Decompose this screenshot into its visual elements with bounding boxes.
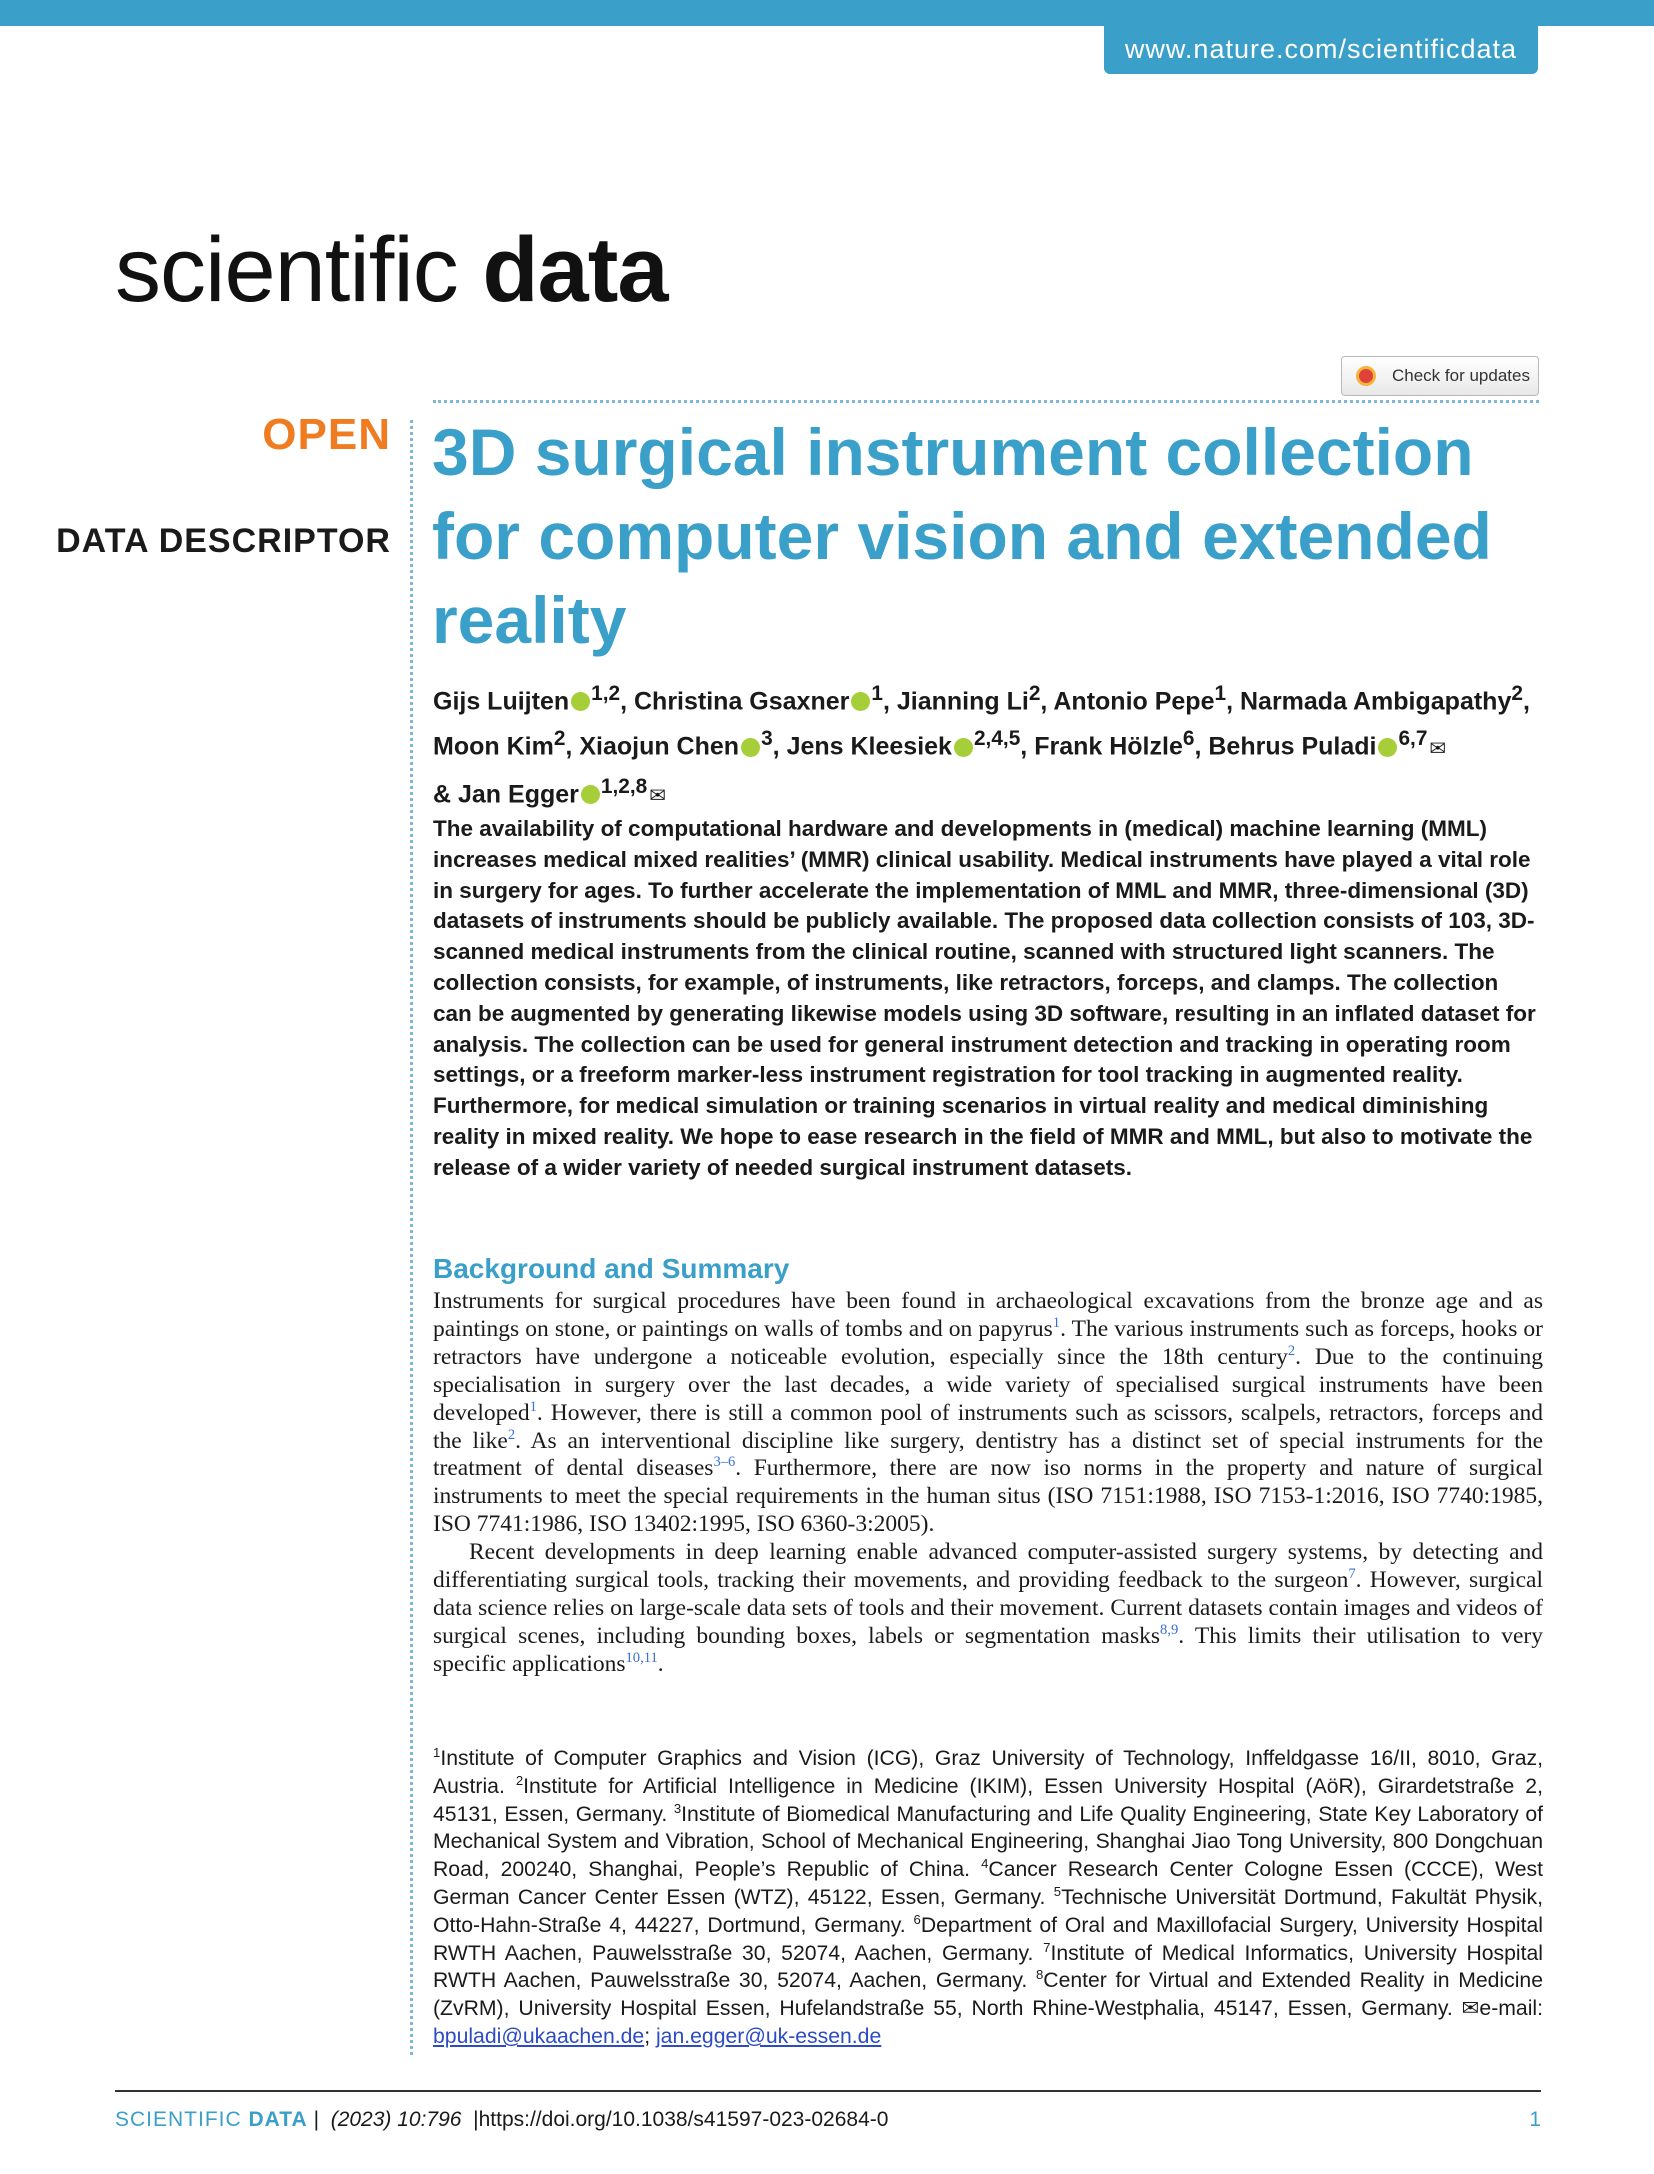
body-text-run: Instruments for surgical procedures have been found in archaeological excavations from the bronze age and as paintings on stone, or paintings on walls of tombs and on papyrus bbox=[433, 1288, 1543, 1342]
author-name: Behrus Puladi bbox=[1208, 732, 1377, 761]
footer-doi[interactable]: https://doi.org/10.1038/s41597-023-02684-0 bbox=[478, 2108, 889, 2131]
orcid-icon[interactable] bbox=[1378, 738, 1397, 757]
author-name: Moon Kim bbox=[433, 732, 554, 761]
author-separator: , bbox=[772, 732, 787, 761]
footer-citation: (2023) 10:796 bbox=[330, 2108, 462, 2131]
affiliation-text: Cancer Research Center Cologne Essen (CCCE), West German Cancer Center Essen (WTZ), 45122, Essen, Germany. bbox=[433, 1858, 1543, 1909]
header-dotted-rule bbox=[433, 400, 1539, 403]
abstract: The availability of computational hardware and developments in (medical) machine learning (MML) increases medical mixed realities’ (MMR) clinical usability. Medical instruments have played a vital role in surgery for ages. To further accelerate the implementation of MML and MMR, three-dimensional (3D) datasets of instruments should be publicly available. The proposed data collection consists of 103, 3D-scanned medical instruments from the clinical routine, scanned with structured light scanners. The collection consists, for example, of instruments, like retractors, forceps, and clamps. The collection can be augmented by generating likewise models using 3D software, resulting in an inflated dataset for analysis. The collection can be used for general instrument detection and tracking in operating room settings, or a freeform marker-less instrument registration for tool tracking in augmented reality. Furthermore, for medical simulation or training scenarios in virtual reality and medical diminishing reality in mixed reality. We hope to ease research in the field of MMR and MML, but also to motivate the release of a wider variety of needed surgical instrument datasets. bbox=[433, 816, 1536, 1180]
journal-brand bbox=[115, 215, 668, 325]
body-paragraph bbox=[433, 1288, 1543, 1539]
orcid-icon[interactable] bbox=[581, 785, 600, 804]
author-name: Christina Gsaxner bbox=[634, 687, 850, 716]
author-separator: , bbox=[1522, 687, 1530, 716]
affiliation-number: 1 bbox=[433, 1744, 441, 1760]
author-name: Jianning Li bbox=[896, 687, 1029, 716]
author-name: Antonio Pepe bbox=[1053, 687, 1215, 716]
email-link[interactable]: jan.egger@uk-essen.de bbox=[655, 2024, 882, 2048]
author-affiliation: 3 bbox=[761, 727, 773, 751]
footer-sep: | bbox=[307, 2108, 331, 2131]
citation-ref[interactable]: 8,9 bbox=[1160, 1622, 1179, 1639]
author-affiliation: 1,2,8 bbox=[600, 774, 648, 798]
author-name: Jens Kleesiek bbox=[786, 732, 952, 761]
mail-icon: ✉ bbox=[1461, 1997, 1480, 2021]
orcid-icon[interactable] bbox=[741, 738, 760, 757]
mail-icon: ✉ bbox=[1429, 737, 1447, 760]
journal-url[interactable]: www.nature.com/scientificdata bbox=[1104, 24, 1538, 74]
section-heading: Background and Summary bbox=[433, 1253, 790, 1284]
citation-ref[interactable]: 7 bbox=[1348, 1566, 1356, 1583]
affiliation-text: Institute of Biomedical Manufacturing and Life Quality Engineering, State Key Laboratory of Mechanical System and Vibration, School of Mechanical Engineering, Shanghai Jiao Tong University, 800 Dongchuan Road, 200240, Shanghai, People’s Republic of China. bbox=[433, 1802, 1543, 1882]
top-accent-bar bbox=[0, 0, 1654, 26]
body-text-run: . However, surgical data science relies on large-scale data sets of tools and their movement. Current datasets contain images and videos of surgical scenes, including bounding boxes, labels or segmentation masks bbox=[433, 1567, 1543, 1649]
check-updates-label: Check for updates bbox=[1392, 366, 1530, 385]
body-text-run: Recent developments in deep learning enable advanced computer-assisted surgery systems, by detecting and differentiating surgical tools, tracking their movements, and providing feedback to the surgeon bbox=[433, 1539, 1543, 1594]
affiliation-text: Technische Universität Dortmund, Fakultät Physik, Otto-Hahn-Straße 4, 44227, Dortmund, Germany. bbox=[433, 1885, 1543, 1937]
author-affiliation: 1 bbox=[871, 682, 883, 705]
author-name: Gijs Luijten bbox=[433, 687, 570, 716]
affiliation-number: 3 bbox=[673, 1800, 682, 1816]
author-separator: & bbox=[433, 779, 458, 808]
body-text-run: . However, there is still a common pool of instruments such as scissors, scalpels, retractors, forceps and the like bbox=[433, 1399, 1543, 1454]
check-updates-icon bbox=[1356, 366, 1376, 386]
author-affiliation: 1 bbox=[1214, 682, 1227, 705]
author-name: Jan Egger bbox=[458, 779, 579, 808]
author-separator: , bbox=[565, 732, 580, 761]
affiliation-text: Institute of Computer Graphics and Vision (ICG), Graz University of Technology, Inffeldgasse 16/II, 8010, Graz, Austria. bbox=[433, 1747, 1543, 1798]
citation-ref[interactable]: 10,11 bbox=[625, 1649, 658, 1666]
author-separator: , bbox=[1226, 687, 1240, 716]
author-affiliation: 2 bbox=[1511, 682, 1523, 705]
citation-ref[interactable]: 1 bbox=[1052, 1315, 1061, 1332]
author-affiliation: 6 bbox=[1182, 727, 1195, 751]
email-separator: ; bbox=[644, 2024, 656, 2048]
open-access-label: OPEN bbox=[262, 410, 391, 459]
body-text-run: . bbox=[657, 1650, 664, 1677]
body-text-run: . The various instruments such as forceps, hooks or retractors have undergone a noticeable evolution, especially since the 18th century bbox=[433, 1315, 1543, 1370]
author-affiliation: 2,4,5 bbox=[973, 727, 1021, 751]
affiliation-text: Institute for Artificial Intelligence in Medicine (IKIM), Essen University Hospital (AöR), Girardetstraße 2, 45131, Essen, Germany. bbox=[433, 1774, 1543, 1826]
author-affiliation: 1,2 bbox=[591, 682, 621, 705]
orcid-icon[interactable] bbox=[571, 692, 590, 711]
affiliation-number: 5 bbox=[1053, 1883, 1062, 1899]
body-text-run: . Furthermore, there are now iso norms in the property and nature of surgical instruments to meet the special requirements in the human situs (ISO 7151:1988, ISO 7153-1:2016, ISO 7740:1985, ISO 7741:1986, ISO 13402:1995, ISO 6360-3:2005). bbox=[433, 1455, 1543, 1538]
affiliation-number: 7 bbox=[1043, 1939, 1051, 1955]
author-affiliation: 2 bbox=[553, 727, 566, 751]
author-separator: , bbox=[882, 687, 897, 716]
brand-light: scientific bbox=[115, 219, 483, 321]
author-affiliation: 2 bbox=[1028, 682, 1041, 705]
author-name: Narmada Ambigapathy bbox=[1239, 687, 1512, 716]
email-link[interactable]: bpuladi@ukaachen.de bbox=[433, 2024, 645, 2048]
footer-rule bbox=[115, 2090, 1541, 2092]
author-separator: , bbox=[1194, 732, 1209, 761]
footer-sep: | bbox=[461, 2108, 479, 2131]
affiliation-text: Institute of Medical Informatics, University Hospital RWTH Aachen, Pauwelsstraße 30, 52074, Aachen, Germany. bbox=[433, 1941, 1543, 1993]
affiliation-number: 6 bbox=[913, 1911, 921, 1927]
body-text-run: . Due to the continuing specialisation in surgery over the last decades, a wide variety of specialised surgical instruments have been developed bbox=[433, 1343, 1543, 1426]
affiliation-number: 2 bbox=[515, 1772, 524, 1788]
body-paragraph bbox=[433, 1539, 1543, 1679]
orcid-icon[interactable] bbox=[851, 692, 870, 711]
orcid-icon[interactable] bbox=[954, 738, 973, 757]
body-text bbox=[433, 1288, 1543, 1679]
body-text-run: . This limits their utilisation to very specific applications bbox=[433, 1622, 1543, 1677]
author-separator: , bbox=[1040, 687, 1054, 716]
article-type-label: DATA DESCRIPTOR bbox=[56, 522, 391, 560]
brand-bold: data bbox=[482, 219, 668, 321]
article-title: 3D surgical instrument collection for computer vision and extended reality bbox=[432, 415, 1492, 657]
email-label: e-mail: bbox=[1479, 1997, 1543, 2021]
author-list bbox=[433, 675, 1543, 815]
author-affiliation: 6,7 bbox=[1398, 727, 1428, 751]
footer-journal: SCIENTIFIC DATA bbox=[115, 2108, 308, 2131]
citation-ref[interactable]: 2 bbox=[507, 1426, 516, 1443]
affiliation-number: 8 bbox=[1035, 1967, 1044, 1983]
affiliation-number: 4 bbox=[981, 1856, 989, 1872]
citation-ref[interactable]: 3–6 bbox=[713, 1454, 736, 1471]
citation-ref[interactable]: 1 bbox=[529, 1398, 537, 1415]
affiliations bbox=[433, 1745, 1543, 2051]
page-number: 1 bbox=[1529, 2108, 1541, 2131]
body-text-run: . As an interventional discipline like surgery, dentistry has a distinct set of special instruments for the treatment of dental diseases bbox=[433, 1427, 1543, 1482]
affiliation-text: Center for Virtual and Extended Reality in Medicine (ZvRM), University Hospital Essen, Hufelandstraße 55, North Rhine-Westphalia, 45147, Essen, Germany. bbox=[433, 1969, 1543, 2021]
author-separator: , bbox=[1020, 732, 1035, 761]
affiliation-text: Department of Oral and Maxillofacial Surgery, University Hospital RWTH Aachen, Pauwelsstraße 30, 52074, Aachen, Germany. bbox=[433, 1913, 1543, 1965]
mail-icon: ✉ bbox=[649, 784, 666, 807]
check-updates-button[interactable] bbox=[1341, 356, 1539, 396]
author-name: Frank Hölzle bbox=[1034, 732, 1183, 761]
author-name: Xiaojun Chen bbox=[579, 732, 740, 761]
author-separator: , bbox=[620, 687, 634, 716]
citation-ref[interactable]: 2 bbox=[1287, 1342, 1296, 1359]
side-dotted-rule bbox=[410, 420, 413, 2055]
footer bbox=[115, 2108, 1541, 2132]
